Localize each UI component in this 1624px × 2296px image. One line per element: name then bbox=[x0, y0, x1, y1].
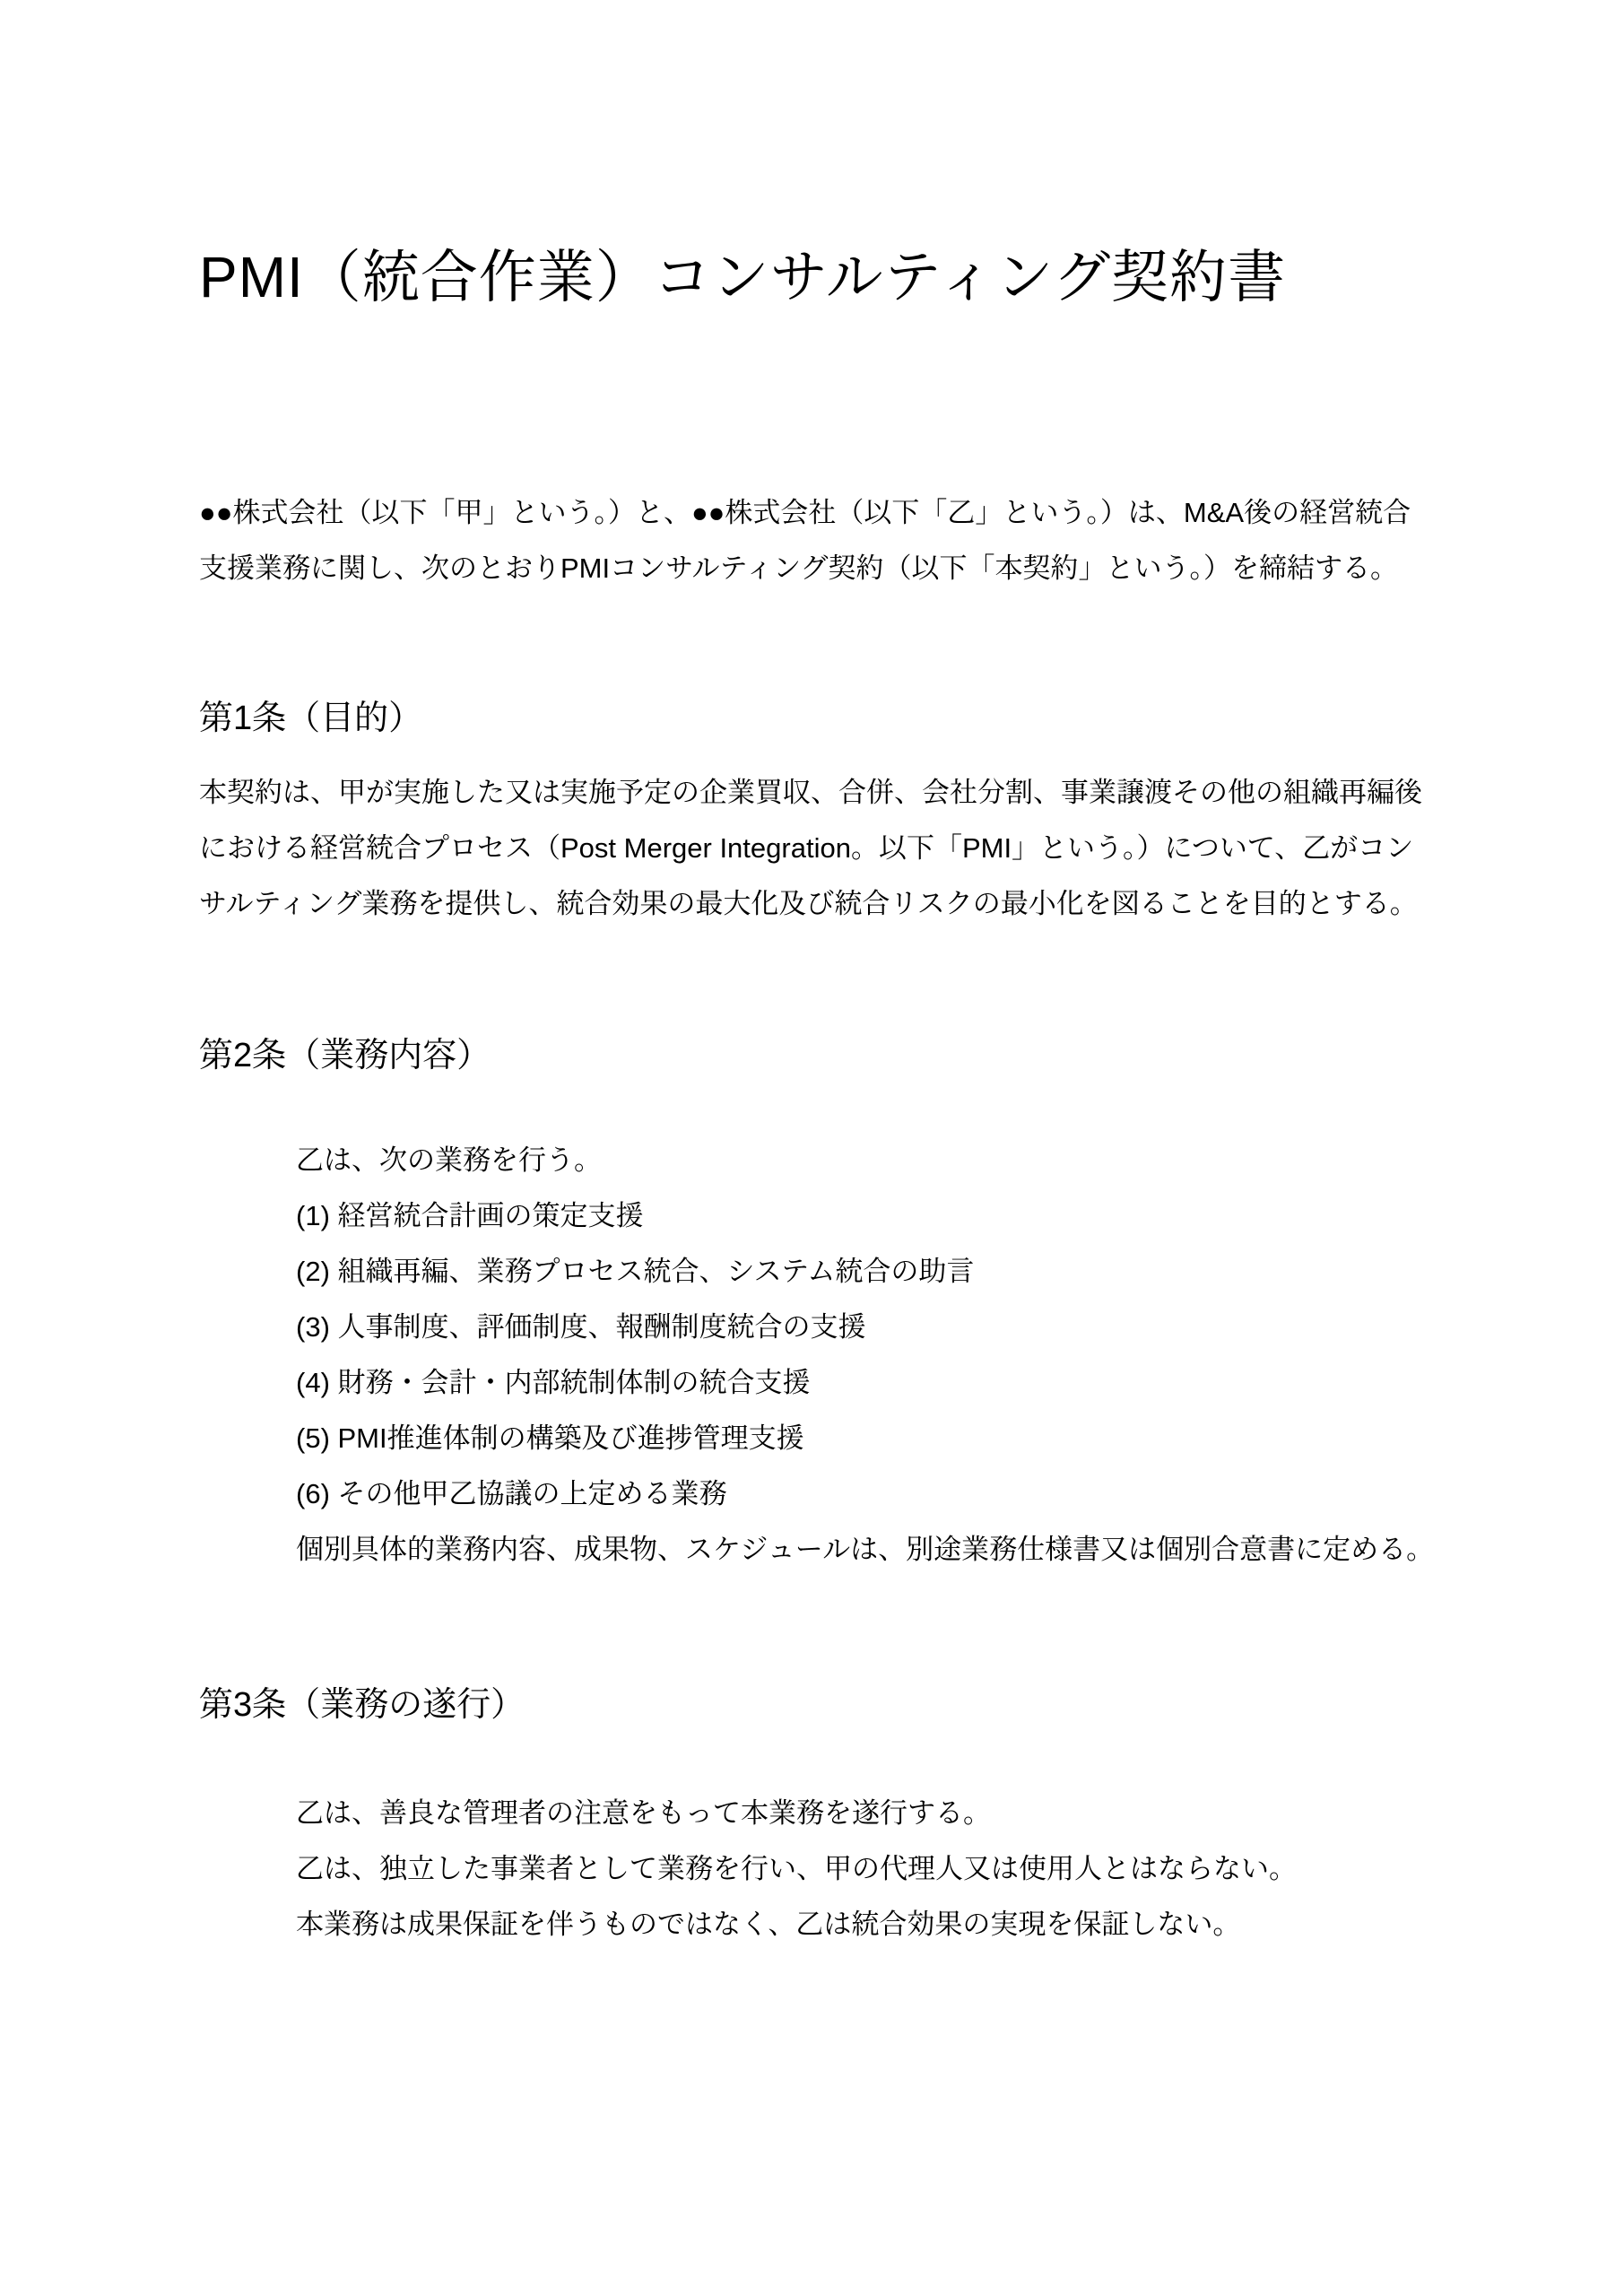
article-2-item-4: (4) 財務・会計・内部統制体制の統合支援 bbox=[296, 1367, 811, 1398]
article-3-clause-2: 乙は、独立した事業者として業務を行い、甲の代理人又は使用人とはならない。 bbox=[296, 1853, 1297, 1884]
article-2-item-6: (6) その他甲乙協議の上定める業務 bbox=[296, 1478, 727, 1509]
article-2-item-5: (5) PMI推進体制の構築及び進捗管理支援 bbox=[296, 1422, 804, 1454]
article-2-item-3: (3) 人事制度、評価制度、報酬制度統合の支援 bbox=[296, 1311, 866, 1343]
article-2-closing-line: 個別具体的業務内容、成果物、スケジュールは、別途業務仕様書又は個別合意書に定める。 bbox=[296, 1534, 1435, 1565]
intro-paragraph: ●●株式会社（以下「甲」という。）と、●●株式会社（以下「乙」という。）は、M&A後の経営統合支援業務に関し、次のとおりPMIコンサルティング契約（以下「本契約」という。）を締結する。 bbox=[199, 497, 1411, 584]
article-2-item-2: (2) 組織再編、業務プロセス統合、システム統合の助言 bbox=[296, 1256, 975, 1287]
article-3-clause-1: 乙は、善良な管理者の注意をもって本業務を遂行する。 bbox=[296, 1797, 991, 1829]
article-1-heading: 第1条（目的） bbox=[199, 700, 423, 737]
article-3-clause-3: 本業務は成果保証を伴うものではなく、乙は統合効果の実現を保証しない。 bbox=[296, 1909, 1241, 1940]
article-2-body bbox=[199, 1133, 1435, 1578]
document-title: PMI（統合作業）コンサルティング契約書 bbox=[199, 245, 1287, 309]
article-3-heading: 第3条（業務の遂行） bbox=[199, 1686, 525, 1724]
article-1-body: 本契約は、甲が実施した又は実施予定の企業買収、合併、会社分割、事業譲渡その他の組織再編後における経営統合プロセス（Post Merger Integration。以下「PMI」という。）について、乙がコンサルティング業務を提供し、統合効果の最大化及び統合リスクの最小化を図ることを目的とする。 bbox=[199, 777, 1422, 919]
article-2-heading: 第2条（業務内容） bbox=[199, 1037, 491, 1074]
article-2-item-1: (1) 経営統合計画の策定支援 bbox=[296, 1200, 644, 1231]
article-2-intro-line: 乙は、次の業務を行う。 bbox=[296, 1144, 602, 1176]
article-3-body bbox=[199, 1786, 1425, 1952]
